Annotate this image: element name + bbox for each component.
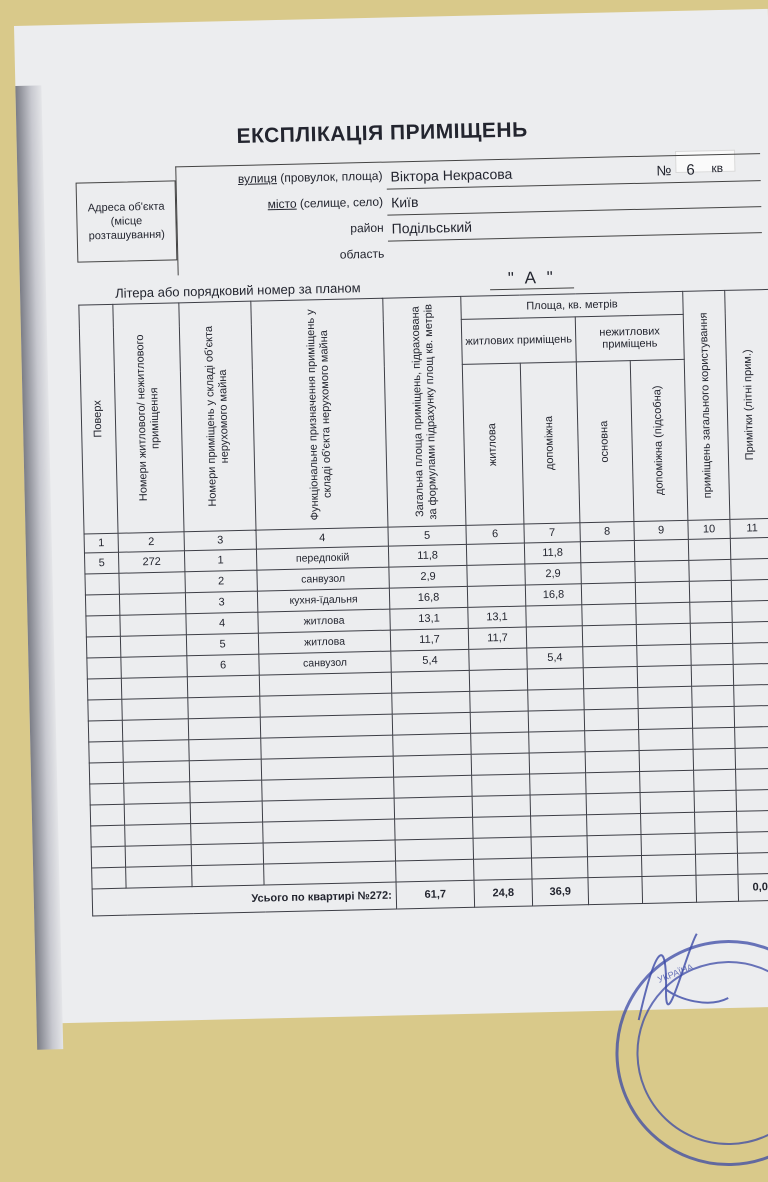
cell-empty: [88, 720, 122, 742]
header-main: основна: [598, 420, 612, 463]
column-number: 5: [388, 525, 466, 546]
cell-floor: [85, 594, 119, 616]
cell-empty: [695, 811, 737, 833]
cell-function: житлова: [258, 609, 390, 633]
cell-empty: [695, 832, 737, 854]
cell-aux: 2,9: [525, 563, 581, 585]
cell-premises: [120, 614, 186, 636]
cell-empty: [691, 664, 733, 686]
cell-empty: [531, 836, 587, 858]
cell-empty: [736, 789, 768, 811]
cell-empty: [261, 735, 393, 759]
cell-empty: [394, 775, 472, 798]
cell-empty: [587, 813, 641, 835]
cell-empty: [639, 728, 693, 750]
cell-empty: [529, 752, 585, 774]
cell-empty: [472, 795, 530, 817]
cell-empty: [641, 854, 695, 876]
cell-floor: [86, 636, 120, 658]
cell-empty: [693, 748, 735, 770]
cell-room: 6: [187, 654, 259, 677]
cell-empty: [263, 840, 395, 864]
cell-room: 3: [185, 591, 257, 614]
column-number: 11: [730, 518, 768, 538]
cell-empty: [694, 790, 736, 812]
total-living: 24,8: [474, 879, 533, 907]
address-label: Адреса об'єкта (місце розташування): [76, 180, 178, 262]
cell-empty: [91, 825, 125, 847]
cell-empty: [470, 690, 528, 712]
street-value: Віктора Некрасова: [390, 165, 513, 185]
cell-empty: [737, 831, 768, 853]
cell-living: [469, 648, 527, 670]
cell-empty: [580, 541, 634, 563]
total-aux: 36,9: [532, 878, 589, 906]
header-living: житлова: [486, 422, 500, 466]
header-total-area: Загальна площа приміщень, підрахована за формулами підрахунку площ кв. метрів: [408, 303, 439, 520]
cell-total-area: 11,7: [390, 628, 468, 651]
cell-empty: [641, 812, 695, 834]
cell-empty: [89, 741, 123, 763]
cell-empty: [473, 816, 531, 838]
column-number: 1: [84, 533, 118, 553]
cell-empty: [640, 770, 694, 792]
cell-empty: [264, 861, 396, 885]
cell-function: передпокій: [256, 546, 388, 570]
cell-premises: [121, 656, 187, 678]
city-key-rest: (селище, село): [299, 194, 384, 211]
cell-empty: [733, 663, 768, 685]
cell-empty: [692, 706, 734, 728]
cell-total-area: 16,8: [389, 586, 467, 609]
cell-empty: [641, 833, 695, 855]
cell-empty: [530, 794, 586, 816]
cell-premises: [120, 635, 186, 657]
column-number: 6: [466, 524, 524, 544]
stamp-text: УКРАЇНА: [656, 961, 695, 985]
cell-living: [466, 543, 524, 565]
cell-empty: [581, 562, 635, 584]
cell-empty: [640, 791, 694, 813]
cell-empty: [735, 726, 768, 748]
cell-empty: [634, 539, 688, 561]
cell-empty: [691, 643, 733, 665]
cell-empty: [583, 667, 637, 689]
total-area: 61,7: [396, 880, 475, 909]
number-value: 6: [686, 161, 695, 179]
cell-empty: [123, 740, 189, 762]
cell-empty: [259, 672, 391, 696]
cell-empty: [90, 804, 124, 826]
cell-empty: [585, 751, 639, 773]
cell-empty: [263, 819, 395, 843]
cell-empty: [639, 749, 693, 771]
cell-empty: [122, 719, 188, 741]
cell-empty: [469, 669, 527, 691]
number-label: №: [656, 162, 672, 179]
cell-empty: [189, 738, 261, 761]
cell-empty: [261, 756, 393, 780]
cell-empty: [636, 602, 690, 624]
cell-empty: [260, 714, 392, 738]
total-label: Усього по квартирі №272:: [192, 882, 397, 914]
cell-empty: [692, 685, 734, 707]
cell-function: санвузол: [259, 651, 391, 675]
cell-empty: [190, 780, 262, 803]
signature-mark: [627, 928, 739, 1030]
cell-empty: [260, 693, 392, 717]
cell-empty: [529, 731, 585, 753]
cell-room: 1: [184, 549, 256, 572]
cell-empty: [638, 686, 692, 708]
cell-aux: 11,8: [524, 542, 580, 564]
cell-empty: [188, 717, 260, 740]
cell-empty: [124, 803, 190, 825]
cell-empty: [126, 866, 192, 888]
cell-empty: [391, 670, 469, 693]
cell-empty: [638, 707, 692, 729]
column-number: 4: [256, 527, 388, 549]
cell-empty: [527, 668, 583, 690]
cell-empty: [732, 621, 768, 643]
cell-empty: [528, 710, 584, 732]
cell-floor: 5: [84, 552, 118, 574]
cell-empty: [473, 837, 531, 859]
cell-premises: [119, 593, 185, 615]
cell-living: [467, 585, 525, 607]
document-title: ЕКСПЛІКАЦІЯ ПРИМІЩЕНЬ: [236, 118, 528, 148]
cell-total-area: 2,9: [389, 565, 467, 588]
cell-empty: [582, 604, 636, 626]
cell-empty: [392, 691, 470, 714]
cell-empty: [734, 684, 768, 706]
litera-value: " А ": [490, 267, 574, 290]
cell-aux: 5,4: [527, 647, 583, 669]
cell-empty: [689, 580, 731, 602]
cell-function: кухня-їдальня: [257, 588, 389, 612]
region-key: область: [339, 246, 385, 262]
city-key: місто: [267, 196, 297, 212]
cell-empty: [585, 730, 639, 752]
street-key-rest: (провулок, площа): [280, 168, 383, 185]
cell-aux: [526, 605, 582, 627]
header-notes: Примітки (літні прим.): [741, 348, 757, 460]
cell-living: [467, 564, 525, 586]
cell-empty: [190, 801, 262, 824]
total-notes: 0,0: [738, 873, 768, 901]
cell-empty: [87, 678, 121, 700]
cell-room: 4: [186, 612, 258, 635]
cell-total-area: 5,4: [391, 649, 469, 672]
address-fields: [175, 153, 762, 275]
cell-aux: [526, 626, 582, 648]
document-sheet: [14, 9, 768, 1024]
cell-empty: [471, 753, 529, 775]
column-number: 9: [634, 520, 688, 540]
address-block: [75, 153, 761, 276]
cell-empty: [191, 843, 263, 866]
cell-empty: [694, 769, 736, 791]
cell-empty: [395, 817, 473, 840]
cell-empty: [690, 622, 732, 644]
cell-function: житлова: [258, 630, 390, 654]
cell-total-area: 11,8: [388, 544, 466, 567]
cell-empty: [125, 824, 191, 846]
cell-empty: [528, 689, 584, 711]
header-floor: Поверх: [91, 400, 105, 438]
cell-empty: [474, 858, 532, 880]
cell-empty: [737, 852, 768, 874]
header-common-use: приміщень загального користування: [697, 312, 714, 499]
cell-empty: [693, 727, 735, 749]
cell-empty: [89, 762, 123, 784]
header-room-number: Номери приміщень у складі об'єкта нерухомого майна: [202, 326, 231, 508]
cell-aux: 16,8: [525, 584, 581, 606]
cell-empty: [191, 822, 263, 845]
column-number: 7: [524, 523, 580, 543]
cell-empty: [730, 537, 768, 559]
cell-empty: [637, 644, 691, 666]
cell-empty: [90, 783, 124, 805]
cell-empty: [262, 798, 394, 822]
cell-empty: [636, 623, 690, 645]
cell-empty: [587, 834, 641, 856]
apartment-label: кв: [711, 160, 724, 176]
table-body: [84, 537, 768, 889]
header-area-group: Площа, кв. метрів: [461, 291, 683, 319]
cell-empty: [637, 665, 691, 687]
header-function: Функціональне призначення приміщень у складі об'єкта нерухомого майна: [303, 308, 334, 520]
header-aux-subsidiary: допоміжна (підсобна): [651, 385, 666, 496]
cell-empty: [737, 810, 768, 832]
district-value: Подільський: [388, 212, 762, 241]
cell-empty: [262, 777, 394, 801]
cell-empty: [736, 768, 768, 790]
cell-living: 13,1: [468, 606, 526, 628]
cell-empty: [735, 747, 768, 769]
district-key: район: [350, 220, 384, 236]
cell-empty: [470, 711, 528, 733]
cell-empty: [695, 853, 737, 875]
region-value: [388, 238, 762, 266]
cell-empty: [734, 705, 768, 727]
cell-empty: [581, 583, 635, 605]
cell-living: 11,7: [468, 627, 526, 649]
cell-empty: [123, 761, 189, 783]
column-number: 10: [688, 519, 730, 539]
cell-empty: [731, 558, 768, 580]
cell-empty: [583, 646, 637, 668]
cell-empty: [584, 709, 638, 731]
cell-empty: [394, 796, 472, 819]
cell-empty: [582, 625, 636, 647]
cell-empty: [584, 688, 638, 710]
cell-empty: [187, 675, 259, 698]
header-nonresidential-group: нежитлових приміщень: [575, 314, 684, 361]
column-number: 2: [118, 532, 184, 552]
cell-empty: [731, 579, 768, 601]
cell-premises: [119, 572, 185, 594]
cell-empty: [88, 699, 122, 721]
cell-empty: [530, 773, 586, 795]
cell-empty: [586, 792, 640, 814]
cell-premises: 272: [118, 551, 184, 573]
cell-empty: [392, 712, 470, 735]
cell-floor: [85, 573, 119, 595]
cell-empty: [192, 864, 264, 887]
cell-empty: [125, 845, 191, 867]
cell-floor: [87, 657, 121, 679]
column-number: 8: [580, 522, 634, 542]
cell-floor: [86, 615, 120, 637]
cell-empty: [91, 846, 125, 868]
city-value: Київ: [387, 186, 761, 215]
cell-empty: [188, 696, 260, 719]
header-residential-group: житлових приміщень: [461, 317, 576, 365]
cell-empty: [395, 838, 473, 861]
cell-empty: [586, 771, 640, 793]
explication-table: [78, 289, 768, 917]
cell-empty: [124, 782, 190, 804]
cell-total-area: 13,1: [390, 607, 468, 630]
cell-empty: [189, 759, 261, 782]
cell-empty: [393, 733, 471, 756]
cell-empty: [122, 698, 188, 720]
cell-empty: [689, 559, 731, 581]
cell-empty: [531, 815, 587, 837]
cell-empty: [92, 867, 126, 889]
cell-empty: [635, 581, 689, 603]
cell-empty: [121, 677, 187, 699]
cell-empty: [472, 774, 530, 796]
cell-empty: [635, 560, 689, 582]
column-number: 3: [184, 530, 256, 551]
cell-room: 2: [185, 570, 257, 593]
cell-empty: [393, 754, 471, 777]
litera-label: Літера або порядковий номер за планом: [114, 280, 361, 301]
cell-empty: [688, 538, 730, 560]
cell-empty: [396, 859, 474, 882]
cell-empty: [733, 642, 768, 664]
cell-empty: [587, 855, 641, 877]
cell-empty: [690, 601, 732, 623]
cell-room: 5: [186, 633, 258, 656]
header-auxiliary: допоміжна: [542, 415, 557, 471]
cell-empty: [732, 600, 768, 622]
cell-empty: [532, 857, 588, 879]
page-binding: [15, 85, 63, 1049]
cell-empty: [471, 732, 529, 754]
header-premises-number: Номери житлового/ нежитлового приміщення: [133, 334, 162, 502]
cell-function: санвузол: [257, 567, 389, 591]
street-key: вулиця: [237, 171, 278, 186]
